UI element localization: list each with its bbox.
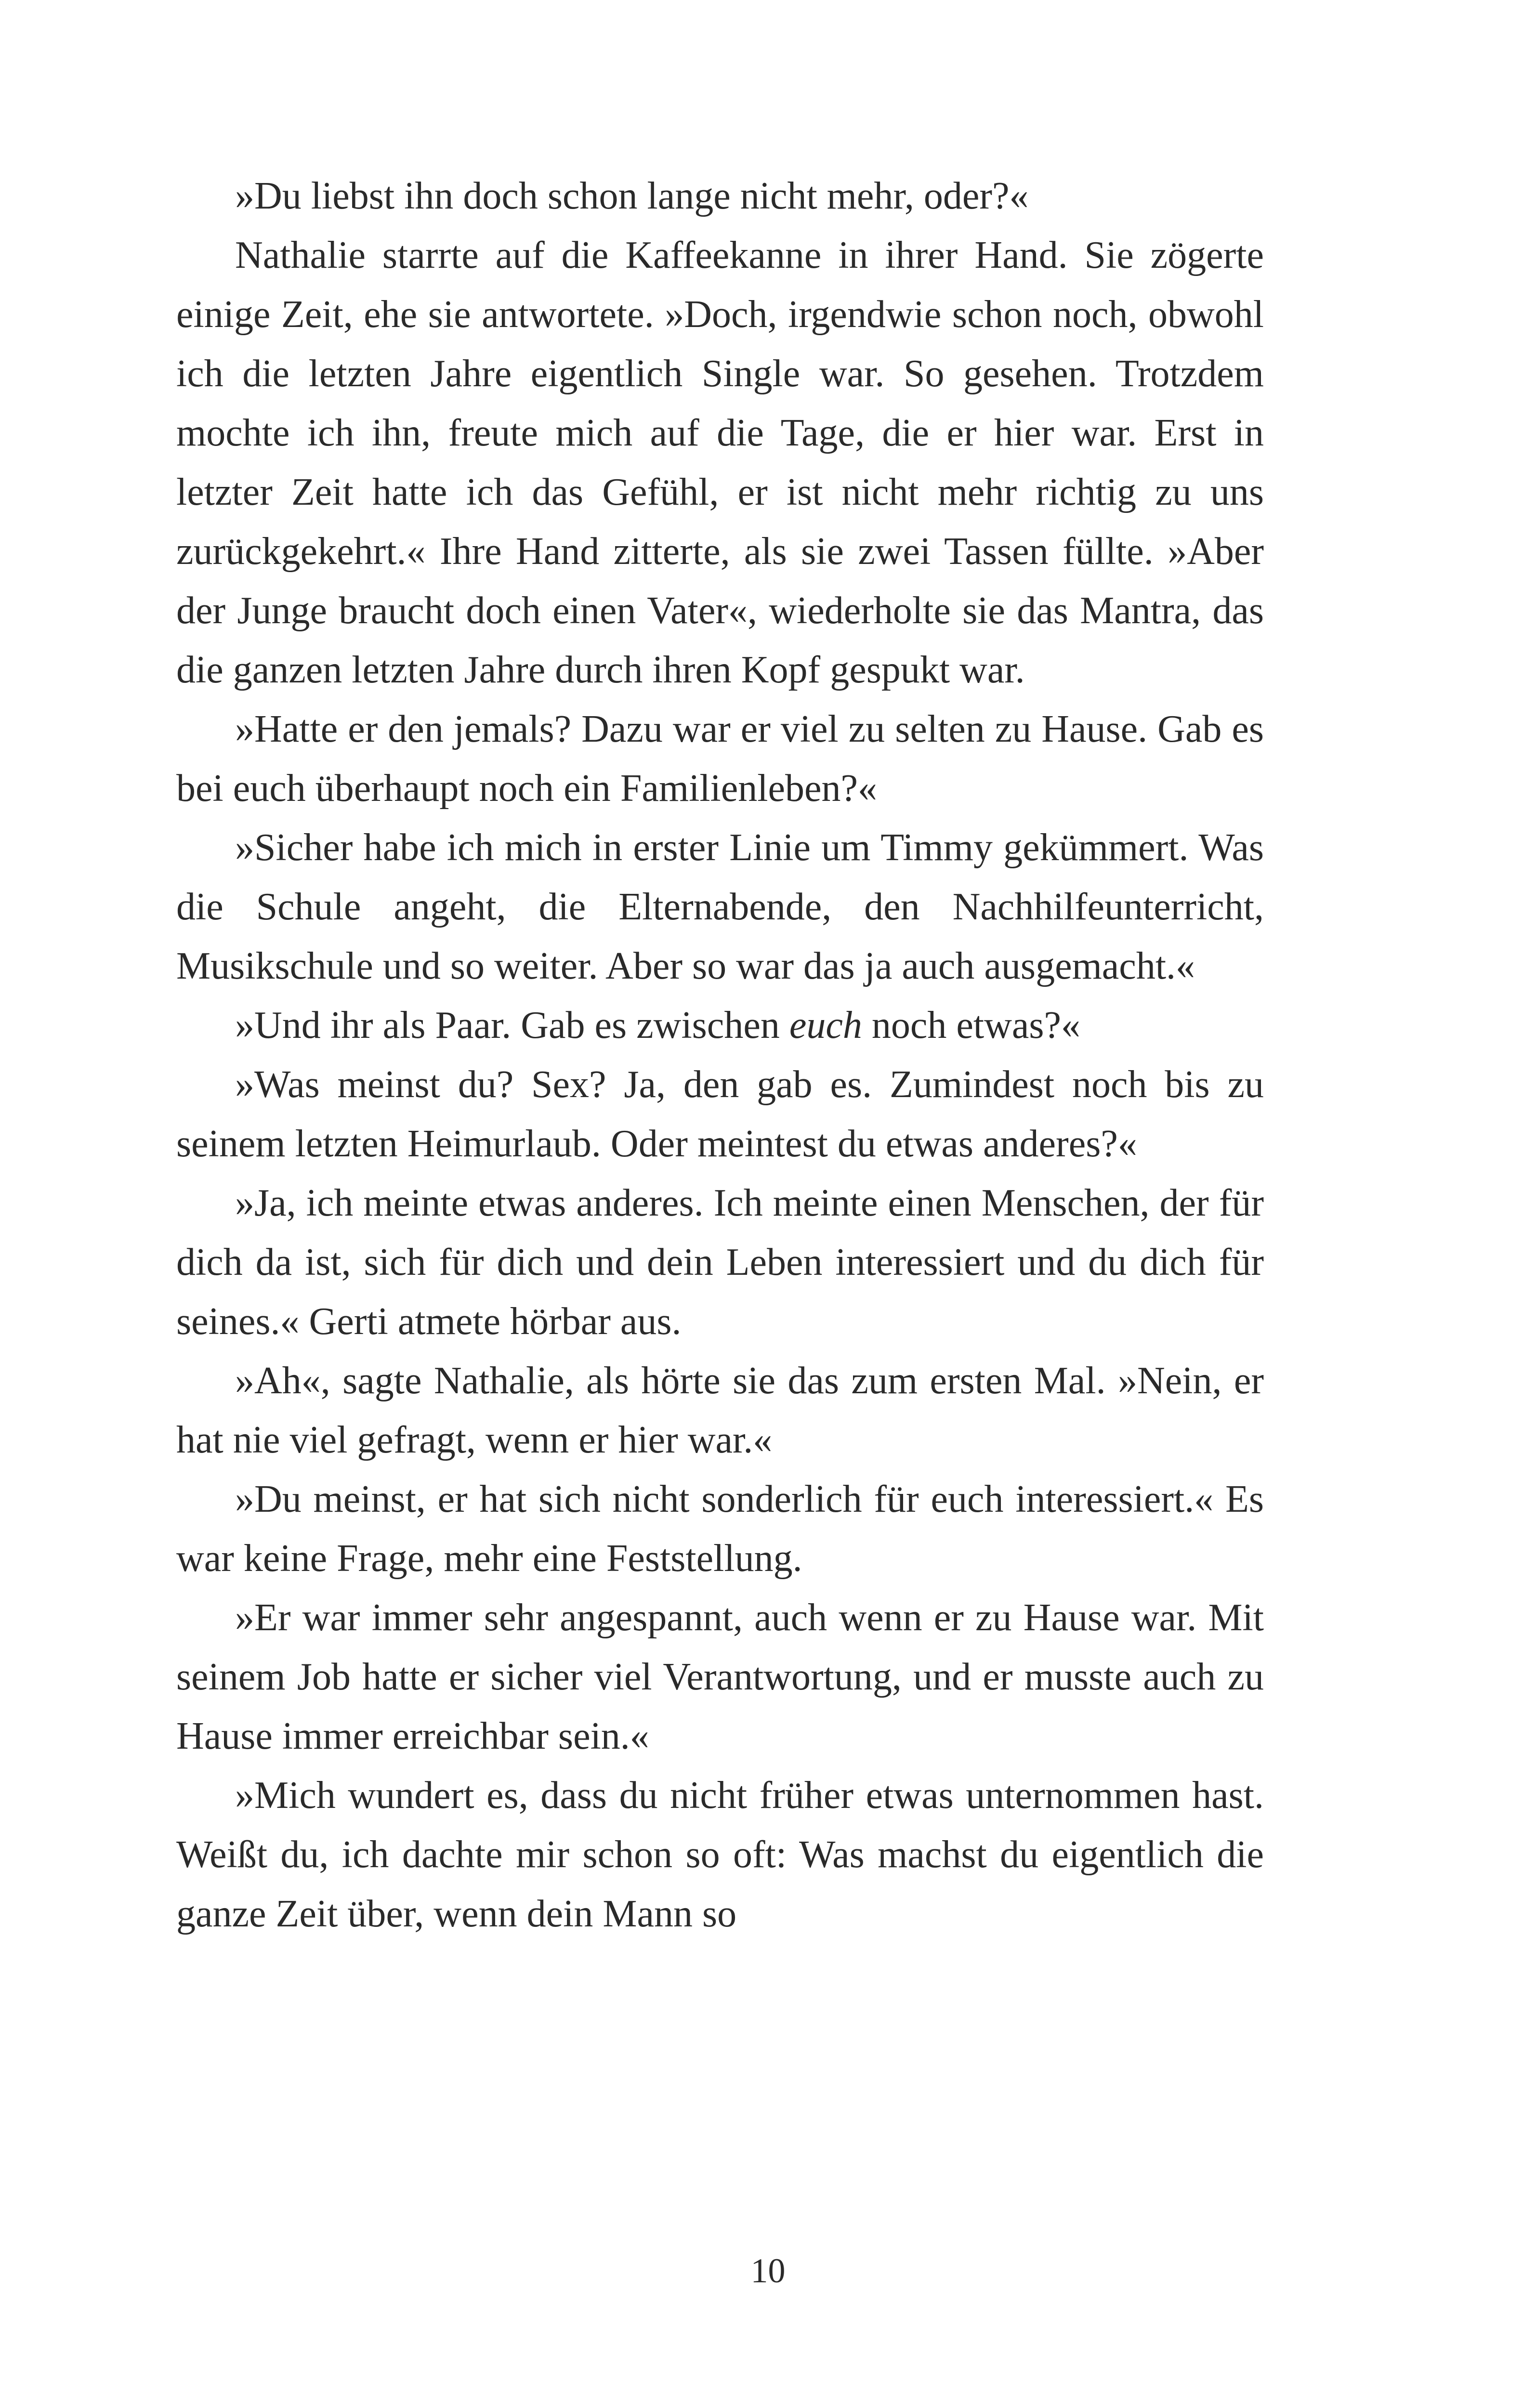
paragraph: »Ja, ich meinte etwas anderes. Ich meinte einen Menschen, der für dich da ist, sich für dich und dein Leben interessiert und du dich für seines.« Gerti atmete hörbar aus. — [176, 1182, 1264, 1343]
paragraph-text: noch etwas?« — [862, 1004, 1081, 1047]
paragraph: »Er war immer sehr angespannt, auch wenn er zu Hause war. Mit seinem Job hatte er sicher viel Verantwortung, und er musste auch zu Hause immer erreichbar sein.« — [176, 1597, 1264, 1757]
paragraph: »Du liebst ihn doch schon lange nicht mehr, oder?« — [235, 175, 1029, 217]
page-number: 10 — [750, 2251, 786, 2290]
paragraph: »Sicher habe ich mich in erster Linie um Timmy gekümmert. Was die Schule angeht, die Elternabende, den Nachhilfeunterricht, Musikschule und so weiter. Aber so war das ja auch ausgemacht.« — [176, 826, 1264, 987]
paragraph: »Hatte er den jemals? Dazu war er viel zu selten zu Hause. Gab es bei euch überhaupt noch ein Familienleben?« — [176, 708, 1264, 810]
paragraph: Nathalie starrte auf die Kaffeekanne in ihrer Hand. Sie zögerte einige Zeit, ehe sie antwortete. »Doch, irgendwie schon noch, obwohl ich die letzten Jahre eigentlich Single war. So gesehen. Trotzdem mochte ich ihn, freute mich auf die Tage, die er hier war. Erst in letzter Zeit hatte ich das Gefühl, er ist nicht mehr richtig zu uns zurückgekehrt.« Ihre Hand zitterte, als sie zwei Tassen füllte. »Aber der Junge braucht doch einen Vater«, wiederholte sie das Mantra, das die ganzen letzten Jahre durch ihren Kopf gespukt war. — [176, 234, 1264, 691]
emphasized-word: euch — [789, 1004, 862, 1047]
paragraph — [176, 996, 1264, 1055]
paragraph: »Du meinst, er hat sich nicht sonderlich für euch interessiert.« Es war keine Frage, mehr eine Feststellung. — [176, 1478, 1264, 1580]
paragraph: »Mich wundert es, dass du nicht früher etwas unternommen hast. Weißt du, ich dachte mir schon so oft: Was machst du eigentlich die ganze Zeit über, wenn dein Mann so — [176, 1774, 1264, 1935]
body-text — [176, 167, 1264, 1944]
paragraph: »Was meinst du? Sex? Ja, den gab es. Zumindest noch bis zu seinem letzten Heimurlaub. Oder meintest du etwas anderes?« — [176, 1063, 1264, 1165]
paragraph: »Ah«, sagte Nathalie, als hörte sie das zum ersten Mal. »Nein, er hat nie viel gefragt, wenn er hier war.« — [176, 1360, 1264, 1461]
paragraph-text: »Und ihr als Paar. Gab es zwischen — [235, 1004, 789, 1047]
